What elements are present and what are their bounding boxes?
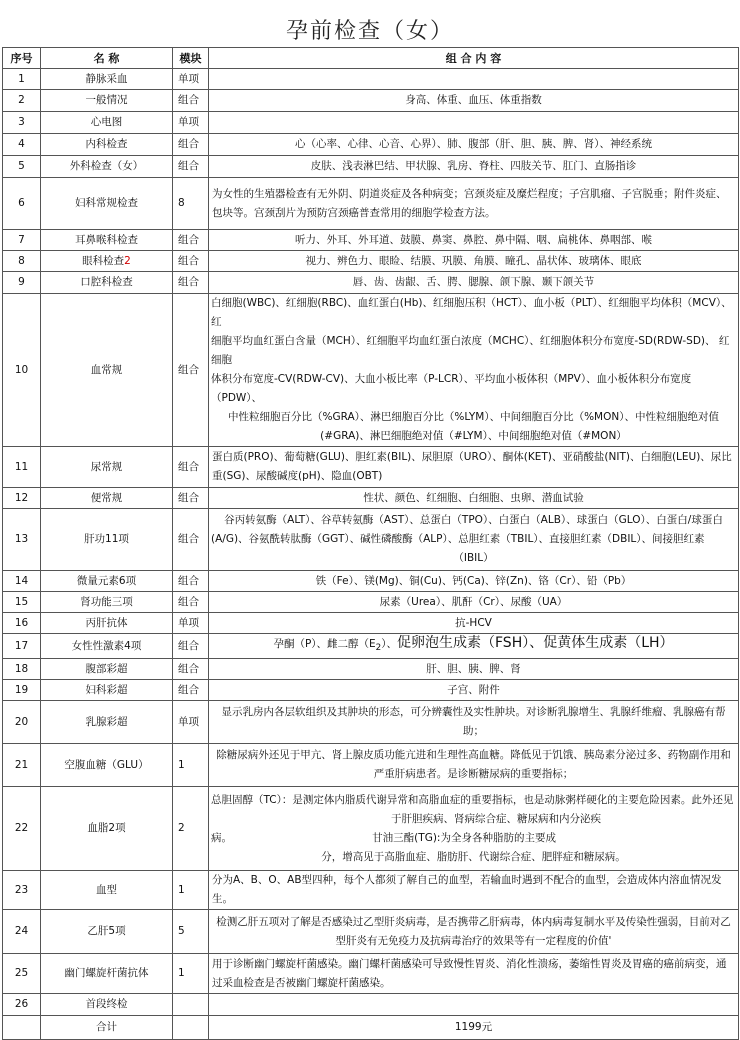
row-no: 13 (3, 509, 41, 571)
table-row (3, 134, 739, 156)
table-row (3, 112, 739, 134)
row-content: 皮肤、浅表淋巴结、甲状腺、乳房、脊柱、四肢关节、肛门、直肠指诊 (209, 156, 739, 178)
row-module: 组合 (173, 447, 209, 488)
row-module: 单项 (173, 701, 209, 744)
row-content: 显示乳房内各层软组织及其肿块的形态，可分辨囊性及实性肿块。对诊断乳腺增生、乳腺纤维瘤、乳腺癌有帮助； (209, 701, 739, 744)
row-module: 组合 (173, 272, 209, 294)
content-line: (#GRA)、淋巴细胞绝对值（#LYM）、中间细胞绝对值（#MON） (320, 430, 627, 442)
row-name: 静脉采血 (41, 69, 173, 90)
table-row (3, 272, 739, 294)
row-module: 组合 (173, 659, 209, 680)
row-no: 12 (3, 488, 41, 509)
row-no: 10 (3, 294, 41, 447)
row-no: 9 (3, 272, 41, 294)
row-content (209, 787, 739, 871)
table-row (3, 910, 739, 954)
row-module: 组合 (173, 680, 209, 701)
content-line: 细胞平均血红蛋白含量（MCH）、红细胞平均血红蛋白浓度（MCHC）、红细胞体积分布宽度-SD(RDW-SD)、 红细胞 (211, 335, 730, 366)
content-part: 孕酮（P）、雌二醇（E (273, 638, 376, 650)
row-name: 一般情况 (41, 90, 173, 112)
row-module: 单项 (173, 69, 209, 90)
row-no: 25 (3, 954, 41, 994)
content-line: 分，增高见于高脂血症、脂肪肝、代谢综合症、肥胖症和糖尿病。 (321, 850, 626, 863)
row-module: 组合 (173, 156, 209, 178)
content-line: 体积分布宽度-CV(RDW-CV)、大血小板比率（P-LCR）、平均血小板体积（MPV）、血小板体积分布宽度（PDW）、 (211, 373, 692, 404)
row-content (209, 509, 739, 571)
row-no: 1 (3, 69, 41, 90)
row-name: 首段终检 (41, 994, 173, 1016)
row-no: 26 (3, 994, 41, 1016)
row-module: 组合 (173, 571, 209, 592)
row-content: 尿素（Urea）、肌酐（Cr）、尿酸（UA） (209, 592, 739, 613)
row-name-text: 眼科检查 (82, 254, 125, 267)
row-module: 单项 (173, 613, 209, 634)
row-content (209, 994, 739, 1016)
row-no: 11 (3, 447, 41, 488)
row-content: 子宫、附件 (209, 680, 739, 701)
row-module: 组合 (173, 90, 209, 112)
row-content: 身高、体重、血压、体重指数 (209, 90, 739, 112)
row-name: 丙肝抗体 (41, 613, 173, 634)
row-name: 妇科彩超 (41, 680, 173, 701)
content-subscript: 2 (375, 643, 382, 654)
row-content: 视力、辨色力、眼睑、结膜、巩膜、角膜、瞳孔、晶状体、玻璃体、眼底 (209, 251, 739, 272)
row-no: 24 (3, 910, 41, 954)
row-name: 肝功11项 (41, 509, 173, 571)
content-line: (A/G)、谷氨酰转肽酶（GGT）、碱性磷酸酶（ALP）、总胆红素（TBIL）、直接胆红素（DBIL）、间接胆红素 (211, 533, 705, 545)
row-module: 组合 (173, 488, 209, 509)
row-content (209, 294, 739, 447)
table-row (3, 701, 739, 744)
row-content: 听力、外耳、外耳道、鼓膜、鼻窦、鼻腔、鼻中隔、咽、扁桃体、鼻咽部、喉 (209, 230, 739, 251)
row-no: 20 (3, 701, 41, 744)
total-row (3, 1016, 739, 1040)
row-module: 单项 (173, 112, 209, 134)
table-row (3, 571, 739, 592)
header-content: 组 合 内 容 (209, 48, 739, 69)
table-row (3, 613, 739, 634)
table-row (3, 744, 739, 787)
header-module: 模块 (173, 48, 209, 69)
row-no: 2 (3, 90, 41, 112)
row-name: 乳腺彩超 (41, 701, 173, 744)
table-row (3, 251, 739, 272)
table-row (3, 178, 739, 230)
row-name: 外科检查（女） (41, 156, 173, 178)
row-content: 用于诊断幽门螺旋杆菌感染。幽门螺杆菌感染可导致慢性胃炎、消化性溃疡，萎缩性胃炎及胃癌的癌前病变，通过采血检查是否被幽门螺旋杆菌感染。 (209, 954, 739, 994)
row-name: 便常规 (41, 488, 173, 509)
row-content: 唇、齿、齿龈、舌、腭、腮腺、颌下腺、颞下颌关节 (209, 272, 739, 294)
total-label: 合计 (41, 1016, 173, 1040)
exam-table (2, 47, 739, 1040)
row-module: 组合 (173, 634, 209, 659)
row-no: 19 (3, 680, 41, 701)
row-name: 耳鼻喉科检查 (41, 230, 173, 251)
row-module: 组合 (173, 251, 209, 272)
row-no: 21 (3, 744, 41, 787)
row-name: 乙肝5项 (41, 910, 173, 954)
table-row (3, 294, 739, 447)
row-no: 7 (3, 230, 41, 251)
row-no: 8 (3, 251, 41, 272)
row-name: 口腔科检查 (41, 272, 173, 294)
header-no: 序号 (3, 48, 41, 69)
row-no: 3 (3, 112, 41, 134)
table-row (3, 90, 739, 112)
content-part: ）、 (381, 638, 397, 650)
row-content: 性状、颜色、红细胞、白细胞、虫卵、潜血试验 (209, 488, 739, 509)
content-line: 病。 甘油三酯(TG):为全身各种脂肪的主要成 (211, 831, 556, 844)
content-line: 谷丙转氨酶（ALT）、谷草转氨酶（AST）、总蛋白（TPO）、白蛋白（ALB）、球蛋白（GLO）、白蛋白/球蛋白 (224, 514, 723, 526)
row-module: 组合 (173, 509, 209, 571)
row-content: 分为A、B、O、AB型四种，每个人都须了解自己的血型，若输血时遇到不配合的血型，会造成体内溶血情况发生。 (209, 871, 739, 910)
row-content (209, 69, 739, 90)
table-row (3, 954, 739, 994)
row-module: 组合 (173, 592, 209, 613)
row-module: 2 (173, 787, 209, 871)
row-module: 组合 (173, 230, 209, 251)
row-content: 心（心率、心律、心音、心界）、肺、腹部（肝、胆、胰、脾、肾）、神经系统 (209, 134, 739, 156)
row-no: 18 (3, 659, 41, 680)
table-row (3, 488, 739, 509)
table-row (3, 871, 739, 910)
table-row (3, 509, 739, 571)
row-no: 4 (3, 134, 41, 156)
row-module: 组合 (173, 134, 209, 156)
row-name: 尿常规 (41, 447, 173, 488)
row-content (209, 634, 739, 659)
row-name: 空腹血糖（GLU） (41, 744, 173, 787)
row-content: 蛋白质(PRO)、葡萄糖(GLU)、胆红素(BIL)、尿胆原（URO）、酮体(KET)、亚硝酸盐(NIT)、白细胞(LEU)、尿比重(SG)、尿酸碱度(pH)、隐血(OBT) (209, 447, 739, 488)
table-row (3, 69, 739, 90)
table-row (3, 230, 739, 251)
row-name: 肾功能三项 (41, 592, 173, 613)
row-no: 5 (3, 156, 41, 178)
content-line: 总胆固醇（TC）：是测定体内脂质代谢异常和高脂血症的重要指标，也是动脉粥样硬化的主要危险因素。此外还见 (211, 793, 734, 806)
row-name: 幽门螺旋杆菌抗体 (41, 954, 173, 994)
table-row (3, 680, 739, 701)
table-row (3, 634, 739, 659)
row-name: 妇科常规检查 (41, 178, 173, 230)
row-content: 肝、胆、胰、脾、肾 (209, 659, 739, 680)
row-no: 14 (3, 571, 41, 592)
row-content: 为女性的生殖器检查有无外阴、阴道炎症及各种病变；宫颈炎症及糜烂程度；子宫肌瘤、子宫脱垂；附件炎症、包块等。宫颈刮片为预防宫颈癌普查常用的细胞学检查方法。 (209, 178, 739, 230)
row-no: 16 (3, 613, 41, 634)
row-name: 女性性激素4项 (41, 634, 173, 659)
total-module (173, 1016, 209, 1040)
row-module (173, 994, 209, 1016)
row-no: 17 (3, 634, 41, 659)
row-content: 铁（Fe）、镁(Mg)、铜(Cu)、钙(Ca)、锌(Zn)、铬（Cr）、铅（Pb） (209, 571, 739, 592)
row-name (41, 251, 173, 272)
content-line: 白细胞(WBC)、红细胞(RBC)、血红蛋白(Hb)、红细胞压积（HCT）、血小板（PLT）、红细胞平均体积（MCV）、红 (211, 297, 732, 328)
row-module: 5 (173, 910, 209, 954)
row-module: 1 (173, 871, 209, 910)
table-row (3, 659, 739, 680)
content-line: 中性粒细胞百分比（%GRA）、淋巴细胞百分比（%LYM）、中间细胞百分比（%MON）、中性粒细胞绝对值 (228, 411, 719, 423)
content-emphasis: 促卵泡生成素（FSH）、促黄体生成素（LH） (397, 635, 674, 651)
table-row (3, 787, 739, 871)
row-name: 血常规 (41, 294, 173, 447)
row-module: 1 (173, 954, 209, 994)
page-title: 孕前检查（女） (285, 19, 454, 44)
row-module: 组合 (173, 294, 209, 447)
content-line: （IBIL） (453, 552, 494, 564)
row-no: 23 (3, 871, 41, 910)
row-content: 抗-HCV (209, 613, 739, 634)
row-no: 15 (3, 592, 41, 613)
row-name: 心电图 (41, 112, 173, 134)
table-row (3, 994, 739, 1016)
row-module: 8 (173, 178, 209, 230)
row-no: 22 (3, 787, 41, 871)
row-content: 检测乙肝五项对了解是否感染过乙型肝炎病毒，是否携带乙肝病毒，体内病毒复制水平及传染性强弱，目前对乙型肝炎有无免疫力及抗病毒治疗的效果等有一定程度的价值' (209, 910, 739, 954)
row-name: 微量元素6项 (41, 571, 173, 592)
row-name: 血脂2项 (41, 787, 173, 871)
table-row (3, 592, 739, 613)
header-name: 名 称 (41, 48, 173, 69)
row-module: 1 (173, 744, 209, 787)
row-content (209, 112, 739, 134)
row-name: 腹部彩超 (41, 659, 173, 680)
total-amount: 1199元 (209, 1016, 739, 1040)
table-row (3, 156, 739, 178)
total-no (3, 1016, 41, 1040)
row-content: 除糖尿病外还见于甲亢、肾上腺皮质功能亢进和生理性高血糖。降低见于饥饿、胰岛素分泌过多、药物副作用和严重肝病患者。是诊断糖尿病的重要指标； (209, 744, 739, 787)
table-row (3, 447, 739, 488)
row-name: 内科检查 (41, 134, 173, 156)
content-line: 于肝胆疾病、肾病综合症、糖尿病和内分泌疾 (391, 812, 601, 825)
table-header-row (3, 48, 739, 69)
row-no: 6 (3, 178, 41, 230)
row-name-suffix: 2 (124, 254, 131, 267)
row-name: 血型 (41, 871, 173, 910)
